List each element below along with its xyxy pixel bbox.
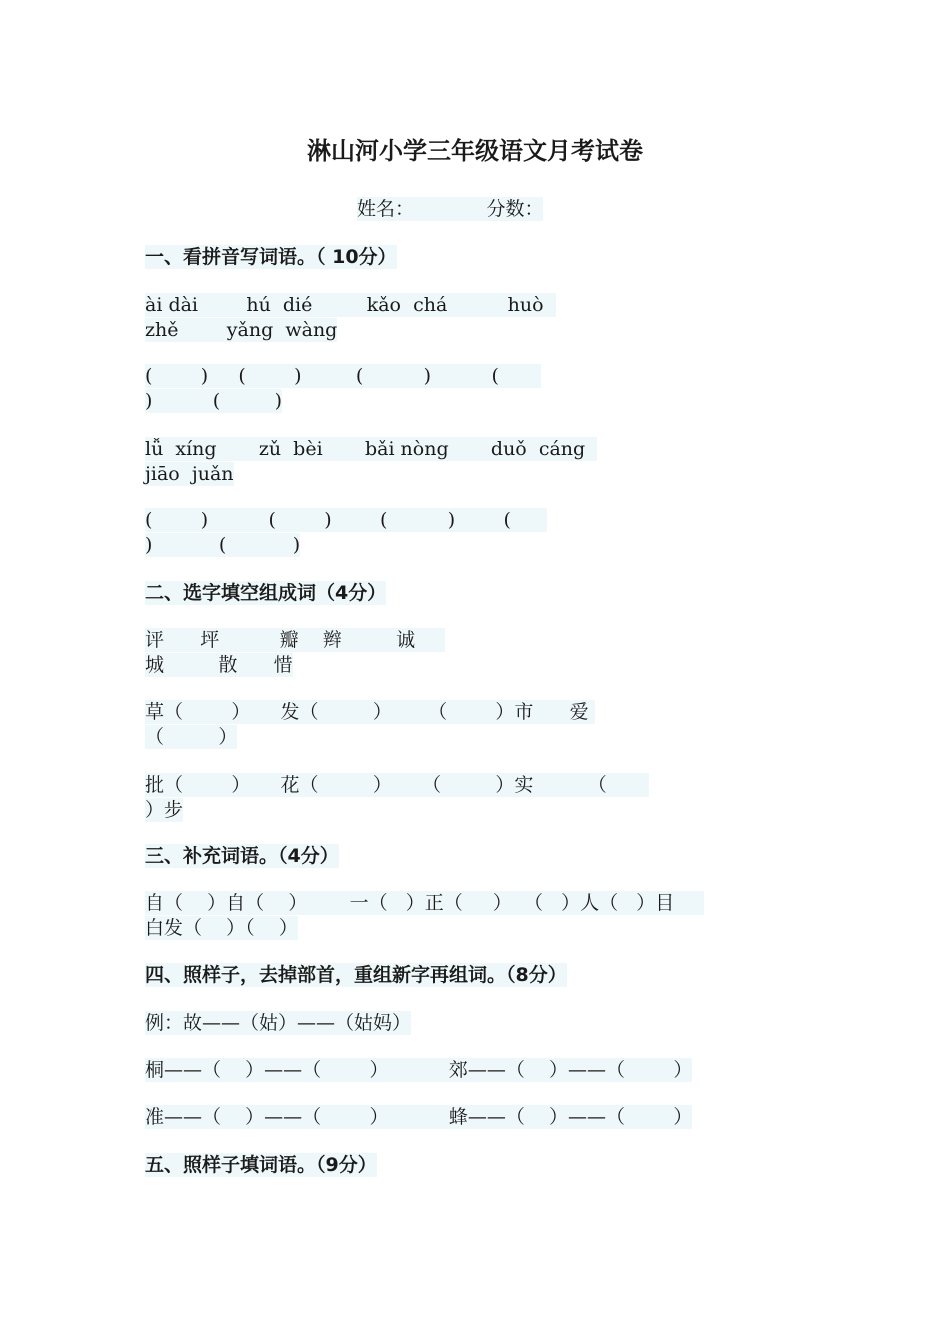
section1-heading: 一、看拼音写词语。（ 10分） (145, 246, 397, 268)
brackets-row2-b: ) ( ) (145, 534, 301, 556)
chars-line-b: 城 散 惜 (145, 654, 293, 676)
fill1-line-b: （ ） (145, 726, 238, 748)
pinyin-row1-a: ài dài hú dié kǎo chá huò (145, 294, 556, 316)
section2-heading: 二、选字填空组成词（4分） (145, 582, 387, 604)
radical-line2: 准——（ ）——（ ） 蜂——（ ）——（ ） (145, 1106, 693, 1128)
idiom-line-b: 白发（ ）（ ） (145, 917, 298, 939)
page-title: 淋山河小学三年级语文月考试卷 (307, 137, 643, 165)
brackets-row2-a: ( ) ( ) ( ) ( (145, 509, 548, 531)
section5-heading: 五、照样子填词语。（9分） (145, 1154, 377, 1176)
example-line: 例：故——（姑）——（姑妈） (145, 1012, 412, 1034)
chars-line-a: 评 坪 瓣 辫 诚 (145, 629, 446, 651)
brackets-row1-a: ( ) ( ) ( ) ( (145, 365, 542, 387)
fill1-line-a: 草（ ） 发（ ） （ ）市 爱 (145, 701, 595, 723)
radical-line1: 桐——（ ）——（ ） 郊——（ ）——（ ） (145, 1059, 693, 1081)
section4-heading: 四、照样子，去掉部首，重组新字再组词。（8分） (145, 964, 567, 986)
fill2-line-b: ）步 (145, 799, 184, 821)
section3-heading: 三、补充词语。（4分） (145, 845, 339, 867)
pinyin-row2-b: jiāo juǎn (145, 463, 234, 485)
pinyin-row1-b: zhě yǎng wàng (145, 319, 338, 341)
fill2-line-a: 批（ ） 花（ ） （ ）实 （ (145, 774, 650, 796)
brackets-row1-b: ) ( ) (145, 390, 282, 412)
pinyin-row2-a: lǚ xíng zǔ bèi bǎi nòng duǒ cáng (145, 438, 598, 460)
idiom-line-a: 自（ ）自（ ） 一（ ）正（ ） （ ）人（ ）目 (145, 892, 705, 914)
name-score-line: 姓名： 分数： (357, 198, 544, 220)
